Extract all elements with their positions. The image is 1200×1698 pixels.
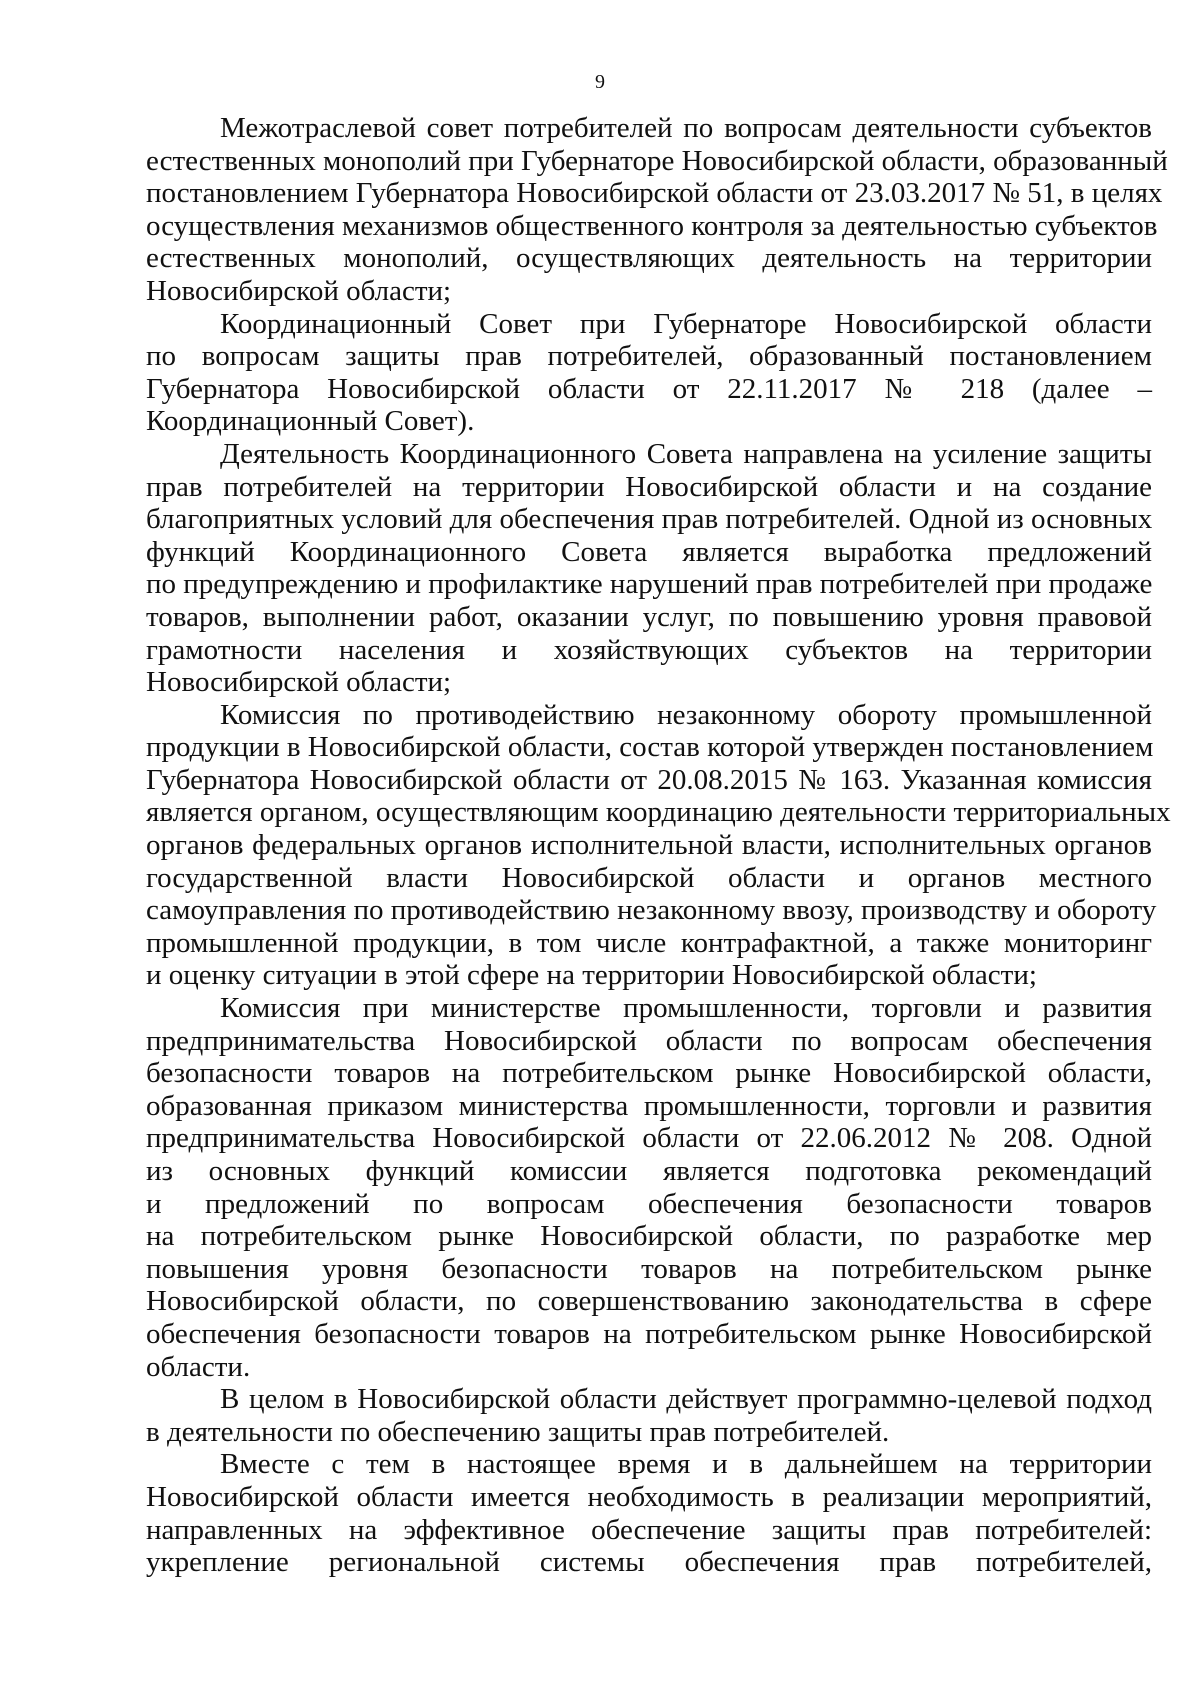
paragraph <box>146 112 1168 308</box>
text-line: Новосибирской области; <box>146 666 452 699</box>
text-line: Новосибирской области; <box>146 274 452 307</box>
paragraph <box>146 698 1171 992</box>
text-line: является органом, осуществляющим координацию деятельности территориальных <box>146 796 1171 829</box>
text-line: благоприятных условий для обеспечения прав потребителей. Одной из основных <box>146 503 1153 536</box>
text-line: повышения уровня безопасности товаров на потребительском рынке <box>146 1252 1152 1285</box>
text-line: естественных монополий при Губернаторе Новосибирской области, образованный <box>146 144 1168 177</box>
text-line: постановлением Губернатора Новосибирской области от 23.03.2017 № 51, в целях <box>146 177 1163 210</box>
paragraph <box>146 438 1152 699</box>
text-line: Губернатора Новосибирской области от 20.08.2015 № 163. Указанная комиссия <box>146 763 1152 796</box>
text-line: в деятельности по обеспечению защиты прав потребителей. <box>146 1415 890 1448</box>
text-line: области. <box>146 1350 251 1383</box>
paragraph <box>146 992 1152 1383</box>
text-line: и оценку ситуации в этой сфере на территории Новосибирской области; <box>146 959 1037 992</box>
text-line: Губернатора Новосибирской области от 22.11.2017 № 218 (далее – <box>146 372 1152 405</box>
text-line: обеспечения безопасности товаров на потребительском рынке Новосибирской <box>146 1317 1152 1350</box>
text-line: самоуправления по противодействию незаконному ввозу, производству и обороту <box>146 894 1157 927</box>
text-line: Деятельность Координационного Совета направлена на усиление защиты <box>220 437 1152 470</box>
text-line: по предупреждению и профилактике нарушений прав потребителей при продаже <box>146 568 1153 601</box>
text-line: осуществления механизмов общественного контроля за деятельностью субъектов <box>146 209 1158 242</box>
text-line: на потребительском рынке Новосибирской области, по разработке мер <box>146 1220 1152 1253</box>
text-line: Координационный Совет при Губернаторе Новосибирской области <box>220 307 1152 340</box>
text-line: естественных монополий, осуществляющих деятельность на территории <box>146 242 1152 275</box>
text-line: из основных функций комиссии является подготовка рекомендаций <box>146 1155 1152 1187</box>
text-line: предпринимательства Новосибирской области по вопросам обеспечения <box>146 1024 1152 1057</box>
text-line: направленных на эффективное обеспечение защиты прав потребителей: <box>146 1513 1152 1546</box>
text-line: грамотности населения и хозяйствующих субъектов на территории <box>146 633 1152 666</box>
text-line: Новосибирской области, по совершенствованию законодательства в сфере <box>146 1285 1152 1318</box>
text-line: Комиссия при министерстве промышленности, торговли и развития <box>220 992 1152 1025</box>
text-line: Новосибирской области имеется необходимость в реализации мероприятий, <box>146 1480 1152 1513</box>
text-line: Комиссия по противодействию незаконному обороту промышленной <box>220 698 1152 731</box>
text-line: продукции в Новосибирской области, состав которой утвержден постановлением <box>146 731 1154 764</box>
text-line: образованная приказом министерства промышленности, торговли и развития <box>146 1089 1152 1122</box>
page-number: 9 <box>595 71 605 93</box>
text-line: Координационный Совет). <box>146 405 475 438</box>
paragraph <box>146 1383 1152 1448</box>
text-line: товаров, выполнении работ, оказании услуг, по повышению уровня правовой <box>146 600 1152 633</box>
text-line: функций Координационного Совета является выработка предложений <box>146 535 1152 568</box>
text-line: государственной власти Новосибирской области и органов местного <box>146 861 1152 894</box>
text-line: безопасности товаров на потребительском рынке Новосибирской области, <box>146 1057 1152 1090</box>
text-line: укрепление региональной системы обеспечения прав потребителей, <box>146 1546 1152 1579</box>
text-line: предпринимательства Новосибирской области от 22.06.2012 № 208. Одной <box>146 1122 1152 1155</box>
document-body <box>146 112 1171 1579</box>
text-line: Вместе с тем в настоящее время и в дальнейшем на территории <box>220 1448 1152 1481</box>
text-line: Межотраслевой совет потребителей по вопросам деятельности субъектов <box>220 112 1152 144</box>
text-line: прав потребителей на территории Новосибирской области и на создание <box>146 470 1152 503</box>
paragraph <box>146 1448 1152 1578</box>
text-line: по вопросам защиты прав потребителей, образованный постановлением <box>146 340 1152 373</box>
text-line: промышленной продукции, в том числе контрафактной, а также мониторинг <box>146 926 1152 959</box>
paragraph <box>146 308 1152 438</box>
text-line: В целом в Новосибирской области действует программно-целевой подход <box>220 1383 1152 1416</box>
text-line: и предложений по вопросам обеспечения безопасности товаров <box>146 1187 1152 1220</box>
text-line: органов федеральных органов исполнительной власти, исполнительных органов <box>146 829 1152 862</box>
